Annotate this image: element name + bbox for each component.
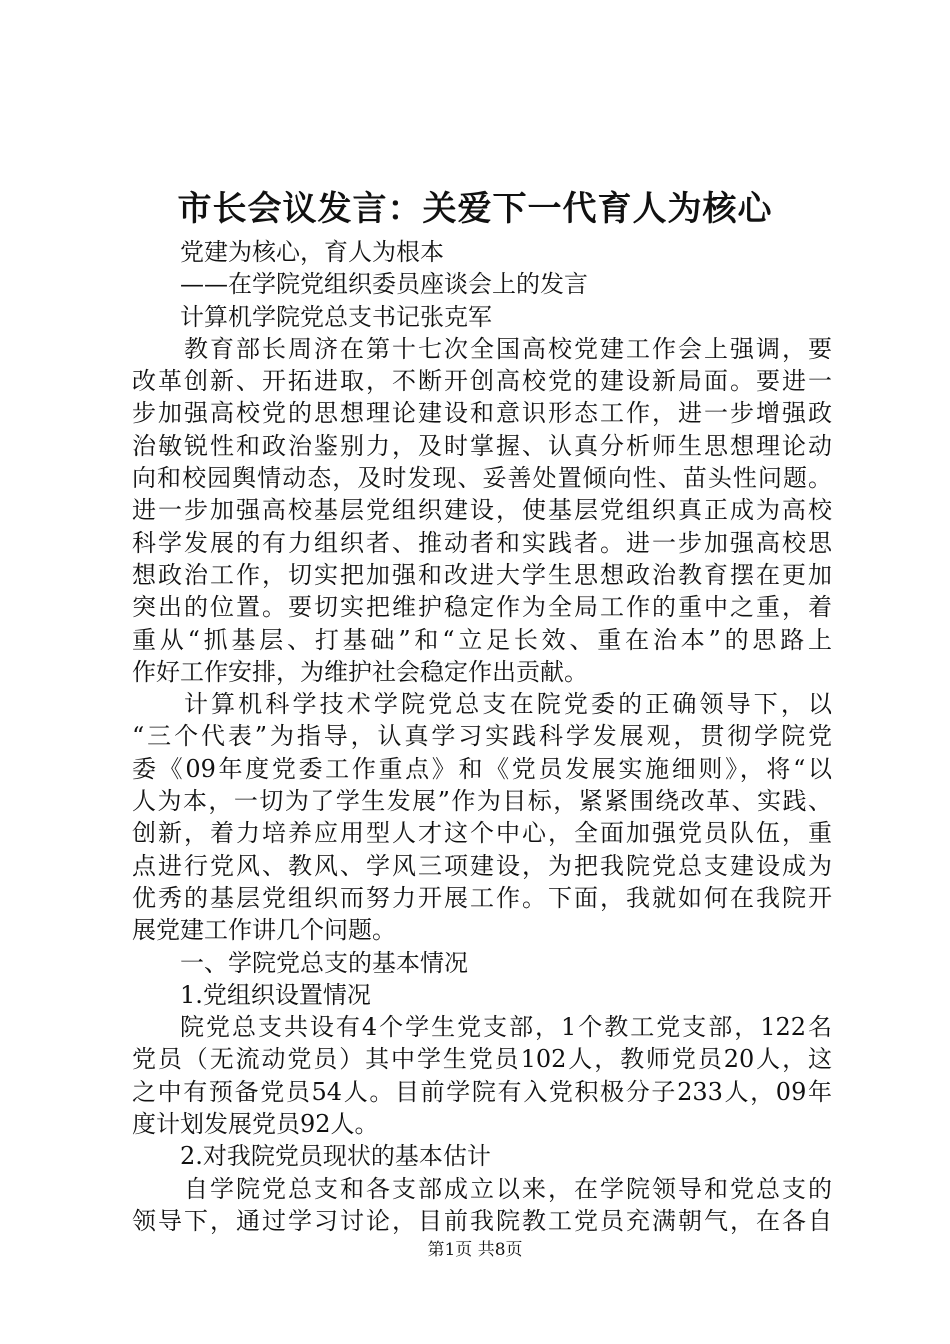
text-line: 计算机科学技术学院党总支在院党委的正确领导下，以 [184,690,832,719]
text-line: 党建为核心，育人为根本 [180,238,444,266]
section-heading: 一、学院党总支的基本情况 [180,948,468,977]
text-line: 院党总支共设有4个学生党支部，1个教工党支部，122名 [180,1013,832,1042]
text-line: ——在学院党组织委员座谈会上的发言 [180,270,588,299]
text-line: 教育部长周济在第十七次全国高校党建工作会上强调，要 [184,334,832,363]
document-title: 市长会议发言：关爱下一代育人为核心 [177,189,773,229]
text-line: 党员（无流动党员）其中学生党员102人，教师党员20人，这 [132,1045,832,1074]
text-line: 点进行党风、教风、学风三项建设，为把我院党总支建设成为 [132,851,832,880]
text-line: 展党建工作讲几个问题。 [132,916,396,945]
text-line: 科学发展的有力组织者、推动者和实践者。进一步加强高校思 [132,528,832,557]
text-line: 重从“抓基层、打基础”和“立足长效、重在治本”的思路上 [132,625,832,654]
text-line: 领导下，通过学习讨论，目前我院教工党员充满朝气，在各自 [132,1206,832,1235]
text-line: 自学院党总支和各支部成立以来，在学院领导和党总支的 [184,1174,832,1203]
document-body [132,236,832,1237]
subsection-heading: 1.党组织设置情况 [180,980,371,1009]
text-line: 人为本，一切为了学生发展”作为目标，紧紧围绕改革、实践、 [132,787,832,816]
text-line: 委《09年度党委工作重点》和《党员发展实施细则》，将“以 [132,754,832,783]
text-line: 步加强高校党的思想理论建设和意识形态工作，进一步增强政 [132,399,832,428]
page-number: 第1页 共8页 [427,1240,523,1260]
text-line: 之中有预备党员54人。目前学院有入党积极分子233人，09年 [132,1077,832,1106]
text-line: 作好工作安排，为维护社会稳定作出贡献。 [132,657,588,686]
text-line: 突出的位置。要切实把维护稳定作为全局工作的重中之重，着 [132,593,832,622]
text-line: 优秀的基层党组织而努力开展工作。下面，我就如何在我院开 [132,883,832,912]
text-line: 想政治工作，切实把加强和改进大学生思想政治教育摆在更加 [132,560,832,589]
text-line: 创新，着力培养应用型人才这个中心，全面加强党员队伍，重 [132,819,832,848]
text-line: 计算机学院党总支书记张克军 [180,302,492,331]
text-line: 度计划发展党员92人。 [132,1110,379,1139]
text-line: 治敏锐性和政治鉴别力，及时掌握、认真分析师生思想理论动 [132,431,832,460]
subsection-heading: 2.对我院党员现状的基本估计 [180,1142,491,1171]
text-line: 改革创新、开拓进取，不断开创高校党的建设新局面。要进一 [132,367,832,396]
text-line: 向和校园舆情动态，及时发现、妥善处置倾向性、苗头性问题。 [132,464,832,493]
text-line: 进一步加强高校基层党组织建设，使基层党组织真正成为高校 [132,496,832,525]
text-line: “三个代表”为指导，认真学习实践科学发展观，贯彻学院党 [132,722,832,751]
